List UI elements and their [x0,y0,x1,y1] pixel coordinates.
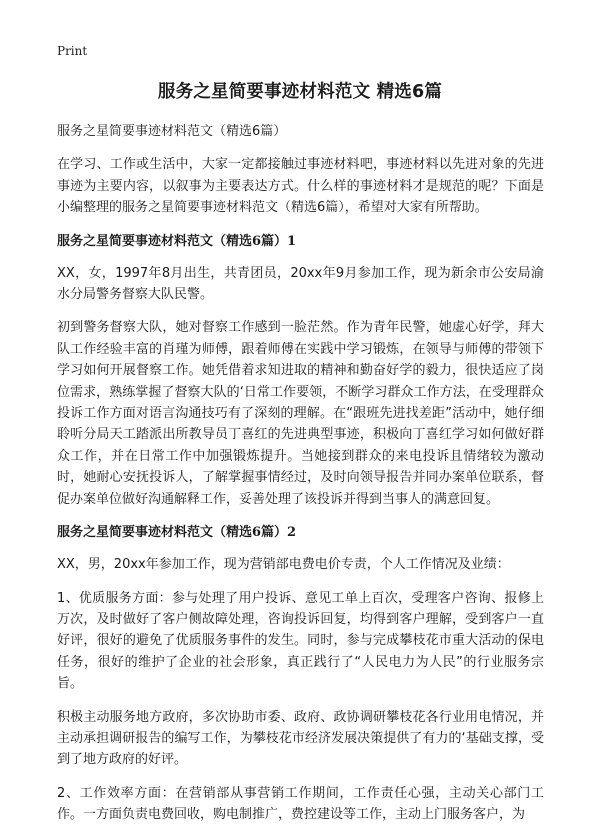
section-2-paragraph: 1、优质服务方面：参与处理了用户投诉、意见工单上百次，受理客户咨询、报修上万次，及时做好了客户侧故障处理，咨询投诉回复，均得到客户理解，受到客户一直好评，很好的避免了优质服务事件的发生。同时，参与完成攀枝花市重大活动的保电任务，很好的维护了企业的社会形象，真正践行了“人民电力为人民”的行业服务宗旨。 [57,590,544,692]
section-2-paragraph: 积极主动服务地方政府，多次协助市委、政府、政协调研攀枝花各行业用电情况，并主动承担调研报告的编写工作，为攀枝花市经济发展决策提供了有力的‘基础支撑，受到了地方政府的好评。 [57,709,544,768]
article-subtitle: 服务之星简要事迹材料范文（精选6篇） [57,124,287,139]
intro-paragraph: 在学习、工作或生活中，大家一定都接触过事迹材料吧，事迹材料以先进对象的先进事迹为主要内容，以叙事为主要表达方式。什么样的事迹材料才是规范的呢？下面是小编整理的服务之星简要事迹材料范文（精选6篇），希望对大家有所帮助。 [57,157,544,216]
section-2-paragraph: XX，男，20xx年参加工作，现为营销部电费电价专责，个人工作情况及业绩： [57,557,510,573]
section-heading-2: 服务之星简要事迹材料范文（精选6篇）2 [57,525,297,541]
article-body [57,121,544,838]
section-1-paragraph: 初到警务督察大队，她对督察工作感到一脸茫然。作为青年民警，她虚心好学，拜大队工作经验丰富的肖瑾为师傅，跟着师傅在实践中学习锻炼，在领导与师傅的带领下学习如何开展督察工作。她凭借着求知进取的精神和勤奋好学的毅力，很快适应了岗位需求，熟练掌握了督察大队的‘日常工作要领，不断学习群众工作方法，在受理群众投诉工作方面对语言沟通技巧有了深刻的理解。在“跟班先进找差距”活动中，她仔细聆听分局天工踏派出所教导员丁喜红的先进典型事迹，积极向丁喜红学习如何做好群众工作，并在日常工作中加强锻炼提升。当她接到群众的来电投诉且情绪较为激动时，她耐心安抚投诉人，了解掌握事情经过，及时向领导报告并同办案单位联系，督促办案单位做好沟通解释工作，妥善处理了该投诉并得到当事人的满意回复。 [57,320,544,507]
page-title: 服务之星简要事迹材料范文 精选6篇 [157,82,443,102]
print-link[interactable]: Print [57,44,88,58]
section-heading-1: 服务之星简要事迹材料范文（精选6篇）1 [57,233,297,249]
section-2-paragraph: 2、工作效率方面：在营销部从事营销工作期间，工作责任心强，主动关心部门工作。一方面负责电费回收，购电制推广，费控建设等工作，主动上门服务客户，为 [57,785,544,823]
section-1-paragraph: XX，女，1997年8月出生，共青团员，20xx年9月参加工作，现为新余市公安局渝水分局警务督察大队民警。 [57,265,544,303]
